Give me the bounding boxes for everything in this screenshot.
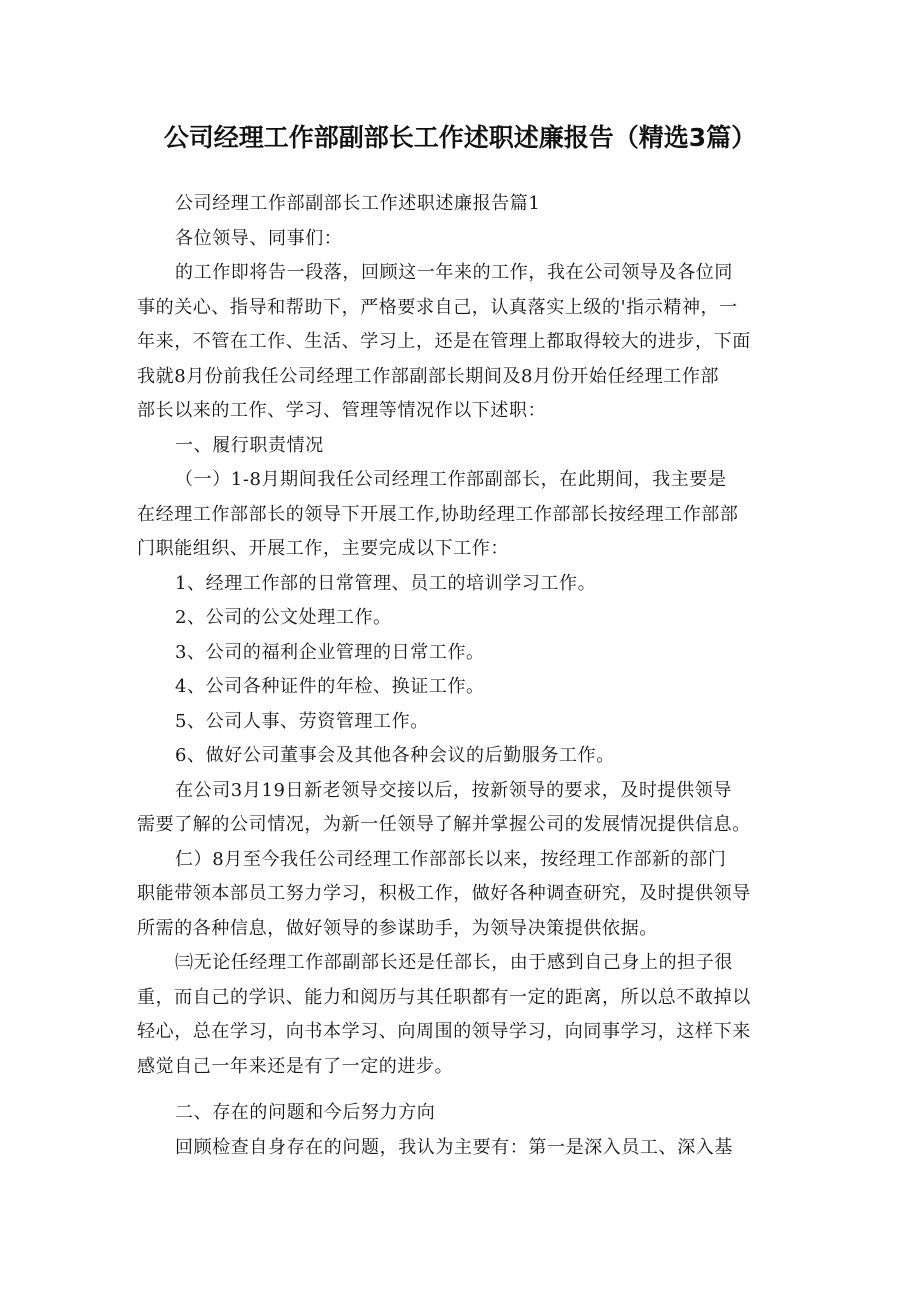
text-line: 我就8月份前我任公司经理工作部副部长期间及8月份开始任经理工作部 [137,365,720,387]
text-line: 4、公司各种证件的年检、换证工作。 [175,676,485,697]
text-line: 1、经理工作部的日常管理、员工的培训学习工作。 [175,572,597,594]
text-line: 二、存在的问题和今后努力方向 [175,1102,436,1123]
text-line: 2、公司的公文处理工作。 [175,607,392,628]
text-line: 6、做好公司董事会及其他各种会议的后勤服务工作。 [175,745,615,766]
text-line: ㈢无论任经理工作部副部长还是任部长，由于感到自己身上的担子很 [175,952,733,973]
text-line: 回顾检查自身存在的问题，我认为主要有：第一是深入员工、深入基 [175,1136,733,1158]
text-line: 门职能组织、开展工作，主要完成以下工作： [137,538,509,559]
text-line: 的工作即将告一段落，回顾这一年来的工作，我在公司领导及各位同 [175,262,733,283]
text-line: 轻心，总在学习，向书本学习、向周围的领导学习，向同事学习，这样下来 [137,1021,751,1042]
text-line: 职能带领本部员工努力学习，积极工作，做好各种调查研究，及时提供领导 [137,883,751,904]
text-line: 年来，不管在工作、生活、学习上，还是在管理上都取得较大的进步，下面 [137,331,751,352]
text-line: 一、履行职责情况 [175,434,324,456]
text-line: 事的关心、指导和帮助下，严格要求自己，认真落实上级的'指示精神，一 [137,296,738,318]
text-line: 仁）8月至今我任公司经理工作部部长以来，按经理工作部新的部门 [175,848,727,870]
text-line: 在公司3月19日新老领导交接以后，按新领导的要求，及时提供领导 [175,779,732,801]
document-body [137,187,792,1165]
text-line: 部长以来的工作、学习、管理等情况作以下述职： [137,400,547,421]
text-line: 各位领导、同事们： [175,227,343,249]
document-title: 公司经理工作部副部长工作述职述廉报告（精选3篇） [163,123,757,152]
text-line: 感觉自己一年来还是有了一定的进步。 [137,1055,454,1077]
text-line: 在经理工作部部长的领导下开展工作,协助经理工作部部长按经理工作部部 [137,503,739,525]
text-line: 所需的各种信息，做好领导的参谋助手，为领导决策提供依据。 [137,917,658,939]
text-line: 需要了解的公司情况，为新一任领导了解并掌握公司的发展情况提供信息。 [137,814,751,835]
text-line: 3、公司的福利企业管理的日常工作。 [175,641,485,663]
text-line: （一）1-8月期间我任公司经理工作部副部长，在此期间，我主要是 [175,469,727,490]
text-line: 公司经理工作部副部长工作述职述廉报告篇1 [175,193,541,214]
text-line: 5、公司人事、劳资管理工作。 [175,710,429,732]
paragraph-gap [137,1084,792,1096]
text-line: 重，而自己的学识、能力和阅历与其任职都有一定的距离，所以总不敢掉以 [137,986,751,1008]
